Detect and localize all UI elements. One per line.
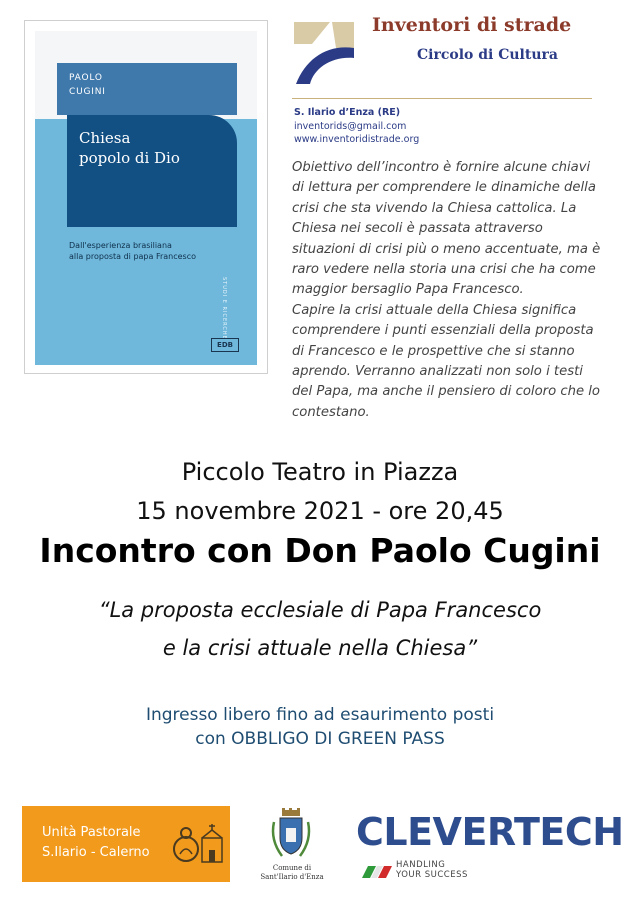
description-paragraph-2: Capire la crisi attuale della Chiesa significa comprendere i punti essenziali della proposta di Francesco e le prospettive che si stanno aprendo. Verranno analizzati non solo i testi del Papa, ma anche il pensiero di coloro che lo contestano. xyxy=(292,302,600,420)
book-author-block xyxy=(57,63,237,115)
talk-title-line1: “La proposta ecclesiale di Papa Francesco xyxy=(98,598,542,622)
clevertech-logo-text: CLEVERTECH xyxy=(356,810,624,854)
organization-name: Inventori di strade xyxy=(372,14,572,36)
organization-subtitle: Circolo di Cultura xyxy=(417,47,558,63)
organization-website-link[interactable]: www.inventoridistrade.org xyxy=(294,134,420,145)
comune-label: Comune di xyxy=(272,864,312,872)
unita-pastorale-location: S.Ilario - Calerno xyxy=(42,845,150,860)
italian-flag-icon xyxy=(362,866,392,878)
book-subtitle-line2: alla proposta di papa Francesco xyxy=(69,252,197,261)
entry-info-line1: Ingresso libero fino ad esaurimento posti xyxy=(145,705,495,725)
book-author-last-name: CUGINI xyxy=(69,87,106,97)
event-venue: Piccolo Teatro in Piazza xyxy=(181,458,459,486)
inventori-di-strade-logo xyxy=(292,18,356,88)
comune-coat-of-arms-icon xyxy=(268,808,314,862)
organization-city: S. Ilario d’Enza (RE) xyxy=(294,107,401,118)
book-author-first-name: PAOLO xyxy=(69,73,103,83)
unita-pastorale-logo xyxy=(22,806,230,882)
church-icon xyxy=(172,822,226,866)
book-series-label: STUDI E RICERCHE xyxy=(221,277,227,340)
header-divider xyxy=(292,98,592,99)
clevertech-claim-line2: YOUR SUCCESS xyxy=(396,870,468,880)
clevertech-claim-line1: HANDLING xyxy=(396,860,446,870)
comune-name: Sant'Ilario d'Enza xyxy=(260,873,324,881)
book-title-block xyxy=(67,115,237,227)
book-subtitle-line1: Dall'esperienza brasiliana xyxy=(69,241,172,250)
book-title-line2: popolo di Dio xyxy=(79,149,180,167)
event-description xyxy=(292,158,606,423)
publisher-logo: EDB xyxy=(211,338,239,352)
talk-title-line2: e la crisi attuale nella Chiesa” xyxy=(162,636,478,660)
entry-info-line2: con OBBLIGO DI GREEN PASS xyxy=(195,729,445,749)
event-headline: Incontro con Don Paolo Cugini xyxy=(39,531,601,570)
description-paragraph-1: Obiettivo dell’incontro è fornire alcune chiavi di lettura per comprendere le dinamiche della crisi che sta vivendo la Chiesa cattolica. La Chiesa nei secoli è passata attraverso situazioni di crisi più o meno accentuate, ma è raro vedere nella storia una crisi che ha come maggior bersaglio Papa Francesco. xyxy=(292,160,601,298)
book-cover xyxy=(24,20,268,374)
organization-email-link[interactable]: inventorids@gmail.com xyxy=(294,121,407,132)
unita-pastorale-name: Unità Pastorale xyxy=(42,825,141,840)
book-title-line1: Chiesa xyxy=(79,129,131,147)
event-datetime: 15 novembre 2021 - ore 20,45 xyxy=(136,497,504,525)
book-cover-artwork xyxy=(35,31,257,365)
